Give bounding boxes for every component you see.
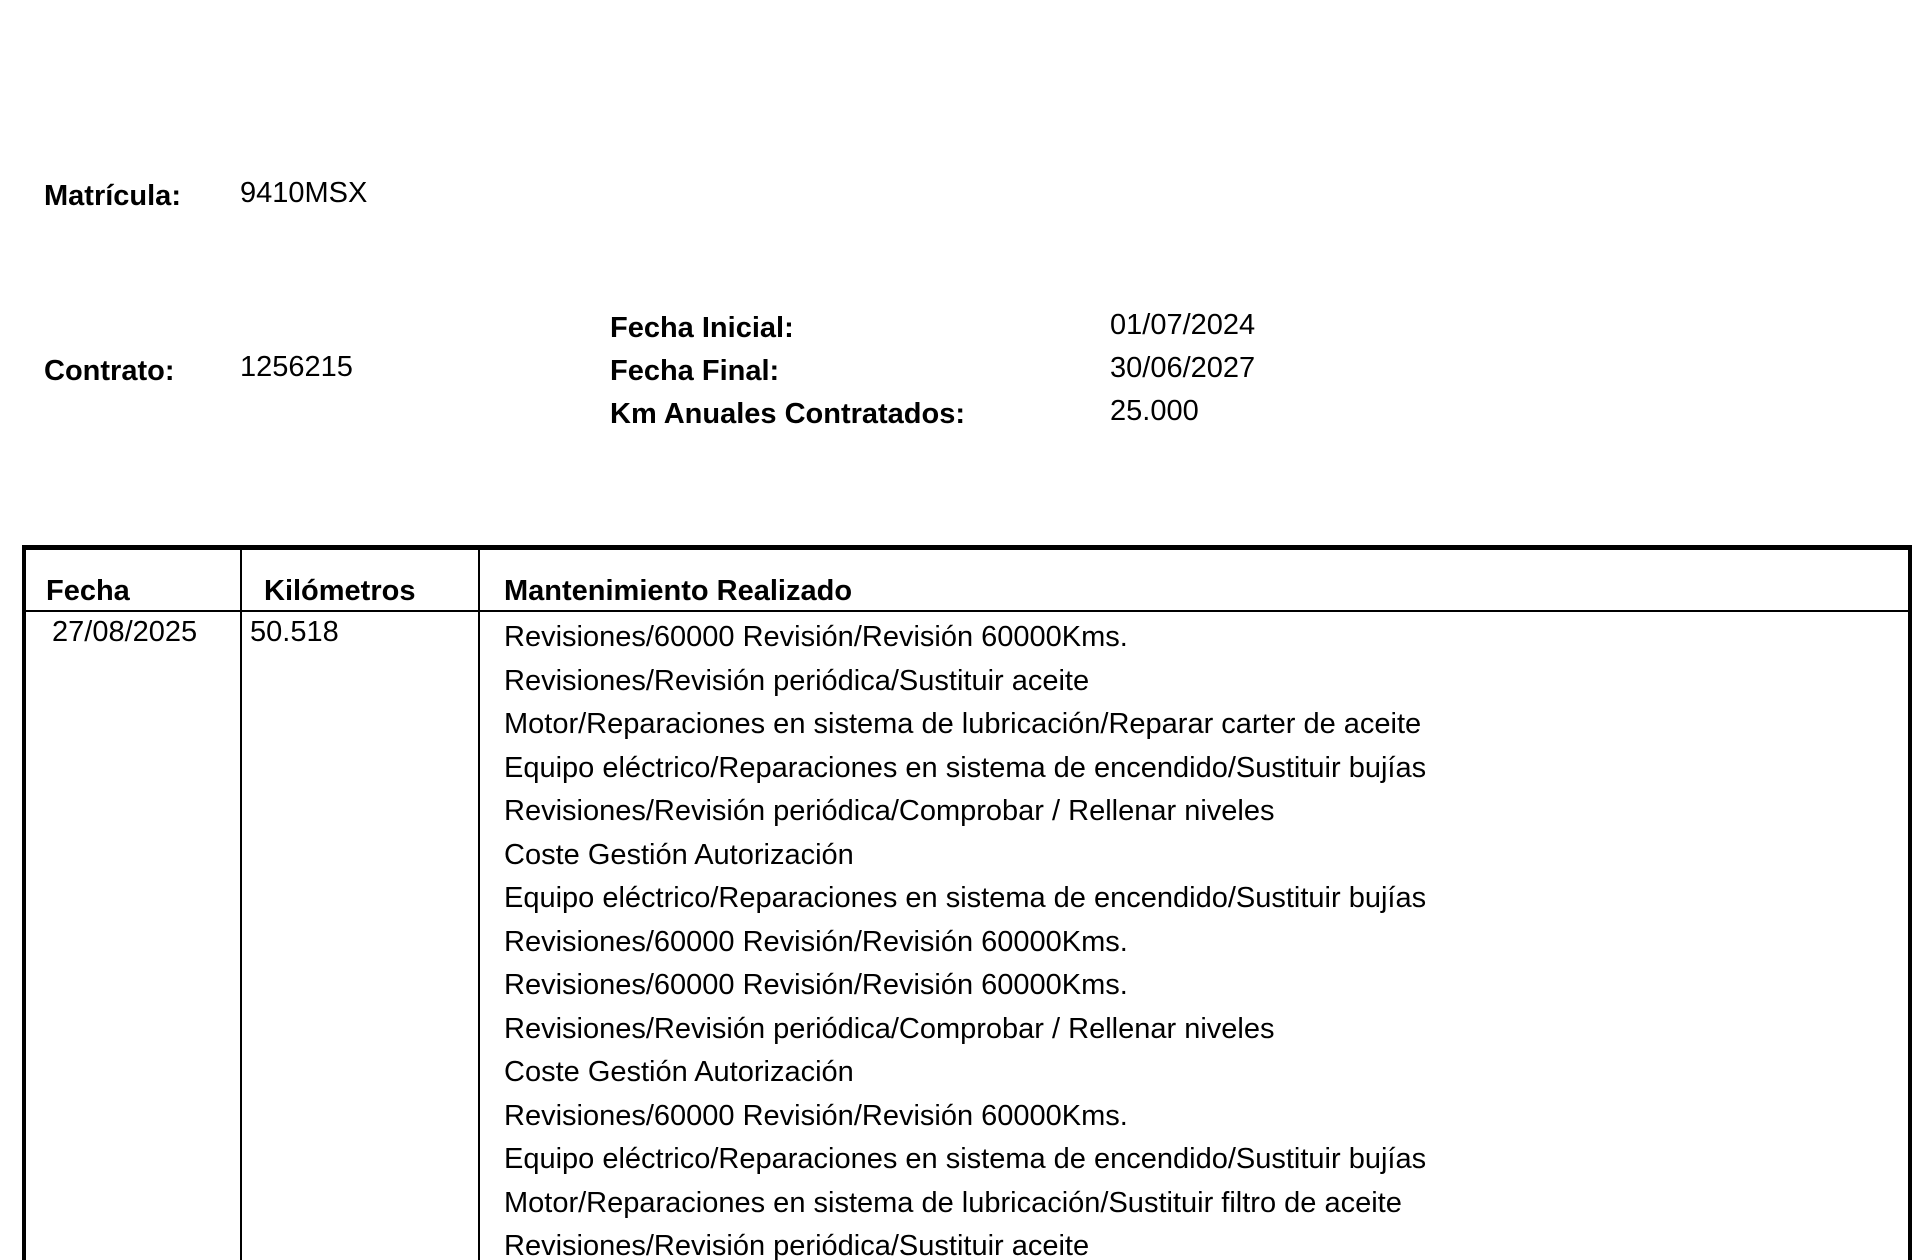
- start-date-label: Fecha Inicial:: [610, 312, 794, 344]
- plate-label: Matrícula:: [44, 180, 181, 212]
- maintenance-item: Motor/Reparaciones en sistema de lubricación/Reparar carter de aceite: [504, 708, 1422, 740]
- maintenance-item: Coste Gestión Autorización: [504, 1056, 854, 1088]
- maintenance-item: Coste Gestión Autorización: [504, 838, 854, 871]
- header-divider: [26, 610, 1908, 612]
- column-header-km: Kilómetros: [264, 575, 416, 607]
- maintenance-item: Equipo eléctrico/Reparaciones en sistema de encendido/Sustituir bujías: [504, 882, 1427, 914]
- maintenance-item: Revisiones/60000 Revisión/Revisión 60000Kms.: [504, 1099, 1128, 1132]
- contract-value: 1256215: [240, 351, 353, 383]
- contract-label: Contrato:: [44, 355, 175, 387]
- start-date-value: 01/07/2024: [1110, 309, 1256, 341]
- maintenance-item: Equipo eléctrico/Reparaciones en sistema de encendido/Sustituir bujías: [504, 1143, 1427, 1175]
- end-date-value: 30/06/2027: [1110, 352, 1256, 384]
- maintenance-item: Revisiones/60000 Revisión/Revisión 60000Kms.: [504, 925, 1128, 958]
- maintenance-item: Revisiones/60000 Revisión/Revisión 60000Kms.: [504, 969, 1128, 1001]
- maintenance-item: Revisiones/60000 Revisión/Revisión 60000Kms.: [504, 621, 1128, 653]
- column-header-work: Mantenimiento Realizado: [504, 575, 853, 607]
- column-header-date: Fecha: [46, 575, 130, 607]
- maintenance-item: Revisiones/Revisión periódica/Sustituir aceite: [504, 664, 1090, 697]
- maintenance-items-list: [504, 616, 1426, 1260]
- column-divider: [240, 550, 242, 1260]
- annual-km-label: Km Anuales Contratados:: [610, 398, 966, 430]
- row-date: 27/08/2025: [52, 616, 198, 648]
- maintenance-item: Revisiones/Revisión periódica/Sustituir aceite: [504, 1230, 1090, 1260]
- annual-km-value: 25.000: [1110, 395, 1199, 427]
- maintenance-item: Revisiones/Revisión periódica/Comprobar / Rellenar niveles: [504, 795, 1275, 827]
- maintenance-item: Motor/Reparaciones en sistema de lubricación/Sustituir filtro de aceite: [504, 1186, 1402, 1219]
- row-km: 50.518: [250, 616, 339, 648]
- end-date-label: Fecha Final:: [610, 355, 780, 387]
- plate-value: 9410MSX: [240, 177, 368, 209]
- maintenance-item: Revisiones/Revisión periódica/Comprobar / Rellenar niveles: [504, 1012, 1275, 1045]
- column-divider: [478, 550, 480, 1260]
- maintenance-table: [22, 545, 1912, 1260]
- maintenance-item: Equipo eléctrico/Reparaciones en sistema de encendido/Sustituir bujías: [504, 751, 1427, 784]
